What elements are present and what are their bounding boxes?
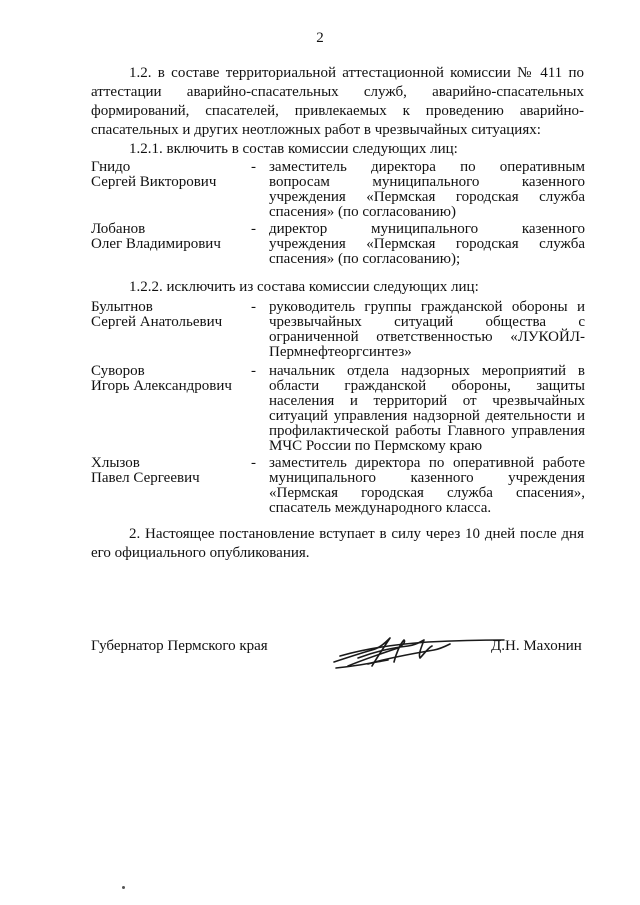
member-name bbox=[91, 222, 256, 252]
dash-separator: - bbox=[251, 221, 256, 237]
member-surname: Хлызов bbox=[91, 455, 140, 471]
member-given-names: Павел Сергеевич bbox=[91, 470, 200, 486]
member-position: руководитель группы гражданской обороны и чрезвычайных ситуаций общества с ограниченной ответственностью «ЛУКОЙЛ-Пермнефтеоргсинтез» bbox=[269, 299, 585, 360]
member-given-names: Игорь Александрович bbox=[91, 378, 232, 394]
member-surname: Суворов bbox=[91, 363, 145, 379]
page-number: 2 bbox=[316, 30, 324, 46]
member-given-names: Олег Владимирович bbox=[91, 236, 221, 252]
exclude-heading: 1.2.2. исключить из состава комиссии следующих лиц: bbox=[129, 279, 479, 295]
clause-2-text: 2. Настоящее постановление вступает в силу через 10 дней после дня его официального опубликования. bbox=[91, 526, 584, 561]
member-name bbox=[91, 456, 256, 486]
member-given-names: Сергей Викторович bbox=[91, 174, 217, 190]
signatory-name: Д.Н. Махонин bbox=[491, 638, 582, 654]
member-position: заместитель директора по оперативным вопросам муниципального казенного учреждения «Пермская городская служба спасения» (по согласованию) bbox=[269, 159, 585, 220]
section-1-2-text: 1.2. в составе территориальной аттестационной комиссии № 411 по аттестации аварийно-спасательных служб, аварийно-спасательных формирований, спасателей, привлекаемых к проведению аварийно-спасательных и других неотложных работ в чрезвычайных ситуациях: bbox=[91, 65, 584, 138]
include-heading: 1.2.1. включить в состав комиссии следующих лиц: bbox=[129, 141, 458, 157]
member-position: директор муниципального казенного учреждения «Пермская городская служба спасения» (по согласованию); bbox=[269, 221, 585, 267]
member-position: заместитель директора по оперативной работе муниципального казенного учреждения «Пермская городская служба спасения», спасатель международного класса. bbox=[269, 455, 585, 516]
exclude-member-2 bbox=[91, 364, 584, 454]
exclude-member-3 bbox=[91, 456, 584, 536]
member-name bbox=[91, 300, 256, 330]
member-surname: Лобанов bbox=[91, 221, 146, 237]
member-surname: Булытнов bbox=[91, 299, 153, 315]
dash-separator: - bbox=[251, 159, 256, 175]
scan-speck bbox=[122, 886, 125, 889]
member-name bbox=[91, 160, 256, 190]
member-name bbox=[91, 364, 256, 394]
member-given-names: Сергей Анатольевич bbox=[91, 314, 223, 330]
dash-separator: - bbox=[251, 363, 256, 379]
member-position: начальник отдела надзорных мероприятий в области гражданской обороны, защиты населения и территорий от чрезвычайных ситуаций управления надзорной деятельности и профилактической работы Главного управления МЧС России по Пермскому краю bbox=[269, 363, 585, 454]
signatory-title: Губернатор Пермского края bbox=[91, 638, 268, 654]
dash-separator: - bbox=[251, 299, 256, 315]
dash-separator: - bbox=[251, 455, 256, 471]
member-surname: Гнидо bbox=[91, 159, 131, 175]
handwritten-signature bbox=[328, 628, 508, 673]
